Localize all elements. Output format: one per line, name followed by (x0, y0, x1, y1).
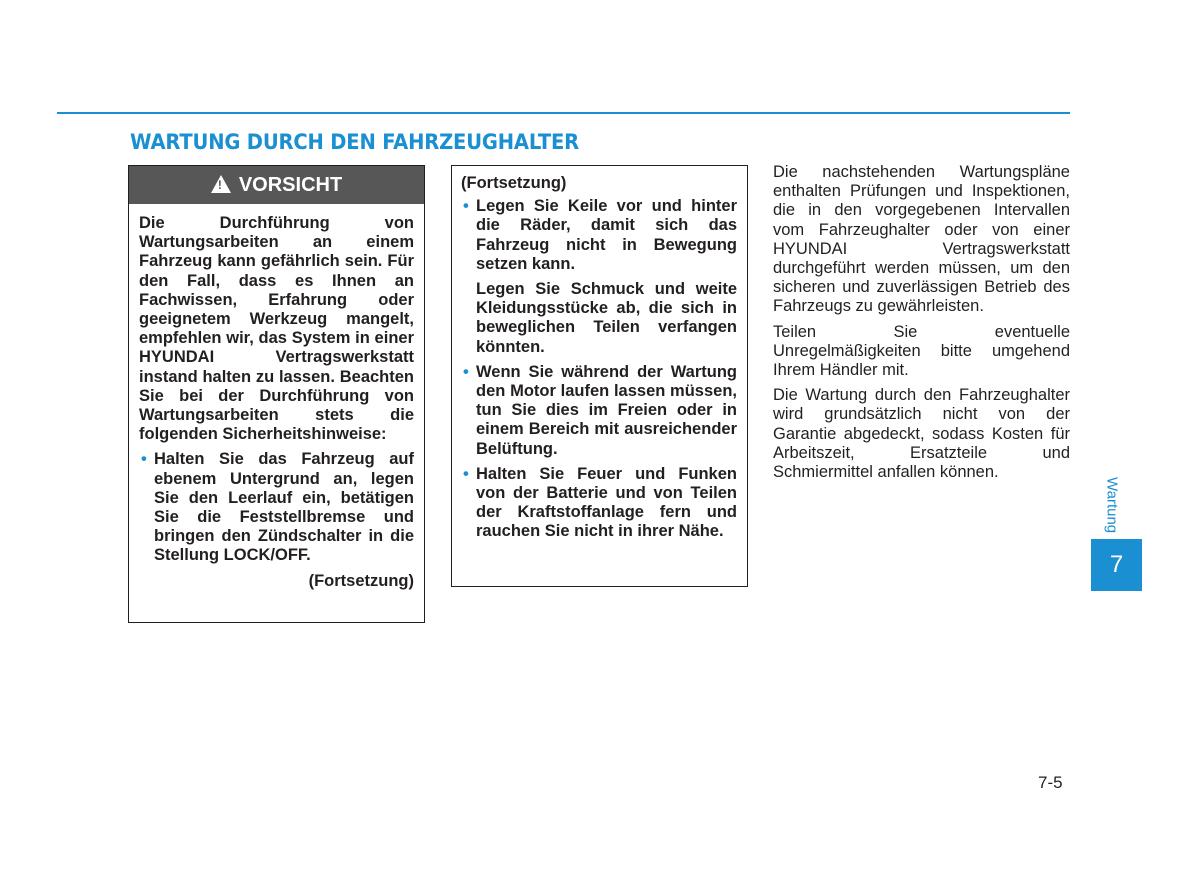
warning-triangle-icon (211, 175, 231, 193)
continuation-bullet-1-text: Legen Sie Keile vor und hinter die Räder, damit sich das Fahrzeug nicht in Bewegung setzen kann. (476, 197, 737, 273)
bullet-dot-icon: • (463, 362, 469, 381)
right-paragraph-2: Teilen Sie eventuelle Unregelmäßigkeiten bitte umgehend Ihrem Händler mit. (773, 322, 1070, 380)
continuation-body (452, 166, 747, 542)
caution-bullet-text: Halten Sie das Fahrzeug auf ebenem Untergrund an, legen Sie den Leerlauf ein, betätigen Sie die Feststellbremse und bringen den Zündschalter in die Stellung LOCK/OFF. (154, 450, 414, 565)
section-title: WARTUNG DURCH DEN FAHRZEUGHALTER (130, 130, 580, 154)
bullet-dot-icon: • (463, 464, 469, 483)
continuation-bullet-1-sub: Legen Sie Schmuck und weite Kleidungsstücke ab, die sich in beweglichen Teilen verfangen könnten. (476, 280, 737, 356)
continuation-bullet-2-text: Wenn Sie während der Wartung den Motor laufen lassen müssen, tun Sie dies im Freien oder in einem Bereich mit ausreichender Belüftung. (476, 362, 737, 458)
right-paragraph-1: Die nachstehenden Wartungspläne enthalten Prüfungen und Inspektionen, die in den vorgegebenen Intervallen vom Fahrzeughalter oder von einer HYUNDAI Vertragswerkstatt durchgeführt werden müssen, um den sicheren und zuverlässigen Betrieb des Fahrzeugs zu gewährleisten. (773, 163, 1070, 316)
page-number: 7-5 (1038, 773, 1063, 792)
bullet-dot-icon: • (141, 450, 147, 469)
right-paragraph-3: Die Wartung durch den Fahrzeughalter wird grundsätzlich nicht von der Garantie abgedeckt, sodass Kosten für Arbeitszeit, Ersatzteile und Schmiermittel anfallen können. (773, 386, 1070, 482)
continuation-bullet-1 (461, 197, 737, 274)
continuation-bullet-3-text: Halten Sie Feuer und Funken von der Batterie und von Teilen der Kraftstoffanlage fern und rauchen Sie nicht in ihrer Nähe. (476, 464, 737, 541)
caution-box (128, 165, 425, 623)
continuation-header: (Fortsetzung) (461, 174, 567, 192)
side-tab-number: 7 (1091, 539, 1142, 591)
caution-header-label: VORSICHT (238, 173, 343, 196)
bullet-dot-icon: • (463, 197, 469, 216)
caution-body (129, 204, 424, 591)
caution-bullet (139, 450, 414, 565)
continuation-bullet-2 (461, 363, 737, 459)
side-tab-label: Wartung (1103, 476, 1121, 534)
continuation-bullet-3 (461, 465, 737, 542)
right-column (773, 163, 1070, 488)
top-rule (57, 112, 1070, 114)
caution-header (129, 166, 424, 204)
continuation-box (451, 165, 748, 587)
caution-footer: (Fortsetzung) (308, 571, 414, 590)
caution-intro: Die Durchführung von Wartungsarbeiten an einem Fahrzeug kann gefährlich sein. Für den Fall, dass es Ihnen an Fachwissen, Erfahrung oder geeignetem Werkzeug mangelt, empfehlen wir, das System in einer HYUNDAI Vertragswerkstatt instand halten zu lassen. Beachten Sie bei der Durchführung von Wartungsarbeiten stets die folgenden Sicherheitshinweise: (139, 214, 414, 444)
